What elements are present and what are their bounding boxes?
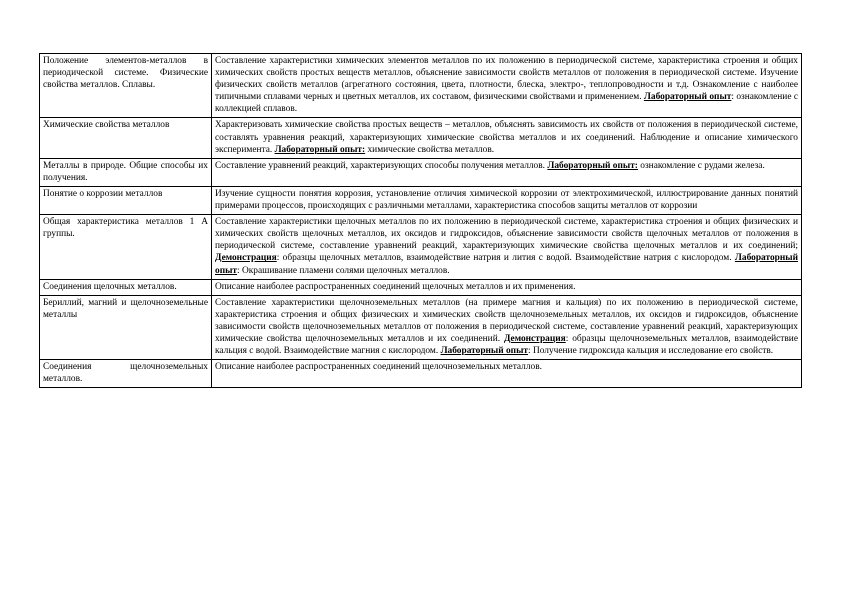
emphasis-label: Лабораторный опыт [440,346,529,357]
activity-text: химические свойства металлов. [365,144,495,155]
topics-table [39,53,802,388]
document-page [39,53,801,388]
table-row [40,118,802,158]
activity-text: Составление уравнений реакций, характеризующих способы получения металлов. [215,160,548,171]
activity-text: ознакомление с рудами железа. [637,160,765,171]
activity-text: : образцы щелочных металлов, взаимодействие натрия и лития с водой. Взаимодействие натрия с кислородом. [276,253,735,264]
activity-text: Описание наиболее распространенных соединений щелочных металлов и их применения. [215,281,576,292]
emphasis-label: Демонстрация [503,333,566,344]
emphasis-label: Демонстрация [215,253,277,264]
table-row [40,186,802,214]
activity-cell [212,158,802,186]
activity-cell [212,215,802,279]
table-row [40,295,802,359]
table-row [40,158,802,186]
emphasis-label: Лабораторный опыт [215,253,798,276]
topic-cell: Химические свойства металлов [40,118,212,158]
topic-cell: Общая характеристика металлов 1 А группы. [40,215,212,279]
activity-text: : образцы щелочноземельных металлов, взаимодействие кальция с водой. Взаимодействие магния с кислородом. [215,333,798,357]
activity-cell [212,279,802,295]
topic-cell: Металлы в природе. Общие способы их получения. [40,158,212,186]
table-row [40,54,802,118]
activity-text: Изучение сущности понятия коррозия, установление отличия химической коррозии от электрохимической, иллюстрирование данных понятий примерами процессов, происходящих с различными металлами, характеристика способов защиты металлов от коррозии [215,188,798,212]
activity-text: Описание наиболее распространенных соединений щелочноземельных металлов. [215,362,542,373]
emphasis-label: Лабораторный опыт: [274,144,366,155]
activity-text: Составление характеристики щелочных металлов по их положению в периодической системе, характеристика строения и общих физических и химических свойств щелочных металлов, их оксидов и гидроксидов, объяснение зависимости свойств щелочных металлов от положения в периодической системе, составление уравнений реакций, характеризующих химические свойства щелочных металлов и их соединений; [215,217,798,252]
topic-cell: Бериллий, магний и щелочноземельные металлы [40,295,212,359]
topic-cell: Положение элементов-металлов в периодической системе. Физические свойства металлов. Сплавы. [40,54,212,118]
topic-cell: Соединения щелочных металлов. [40,279,212,295]
topic-cell: Понятие о коррозии металлов [40,186,212,214]
activity-text: Характеризовать химические свойства простых веществ – металлов, объяснять зависимость их свойств от положения в периодической системе, составлять уравнения реакций, характеризующих химические свойства металлов и их соединений. Наблюдение и описание химического эксперимента. [215,120,798,155]
topic-cell: Соединения щелочноземельных металлов. [40,360,212,388]
activity-cell [212,54,802,118]
emphasis-label: Лабораторный опыт [643,92,732,103]
activity-cell [212,295,802,359]
table-row [40,215,802,279]
activity-text: : Окрашивание пламени солями щелочных металлов. [237,265,450,276]
activity-cell [212,186,802,214]
activity-cell [212,360,802,388]
activity-text: : Получение гидроксида кальция и исследование его свойств. [528,346,774,357]
activity-text: Составление характеристики химических элементов металлов по их положению в периодической системе, характеристика строения и общих химических свойств простых веществ металлов, объяснение зависимости свойств металлов от положения в периодической системе. Изучение физических свойств металлов (агрегатного состояния, цвета, плотности, блеска, электро-, теплопроводности и т.д. Ознакомление с наиболее типичными сплавами черных и цветных металлов, их составом, физическими свойствами и применением. [215,56,798,103]
table-row [40,279,802,295]
activity-text: Составление характеристики щелочноземельных металлов (на примере магния и кальция) по их положению в периодической системе, характеристика строения и общих физических и химических свойств щелочноземельных металлов, их оксидов и гидроксидов, объяснение зависимости свойств щелочноземельных металлов от положения в периодической системе, составление уравнений реакций, характеризующих химические свойства щелочноземельных металлов и их соединений. [215,297,798,344]
topics-table-body [40,54,802,388]
activity-text: : ознакомление с коллекцией сплавов. [215,92,798,115]
emphasis-label: Лабораторный опыт: [547,160,638,171]
activity-cell [212,118,802,158]
table-row [40,360,802,388]
